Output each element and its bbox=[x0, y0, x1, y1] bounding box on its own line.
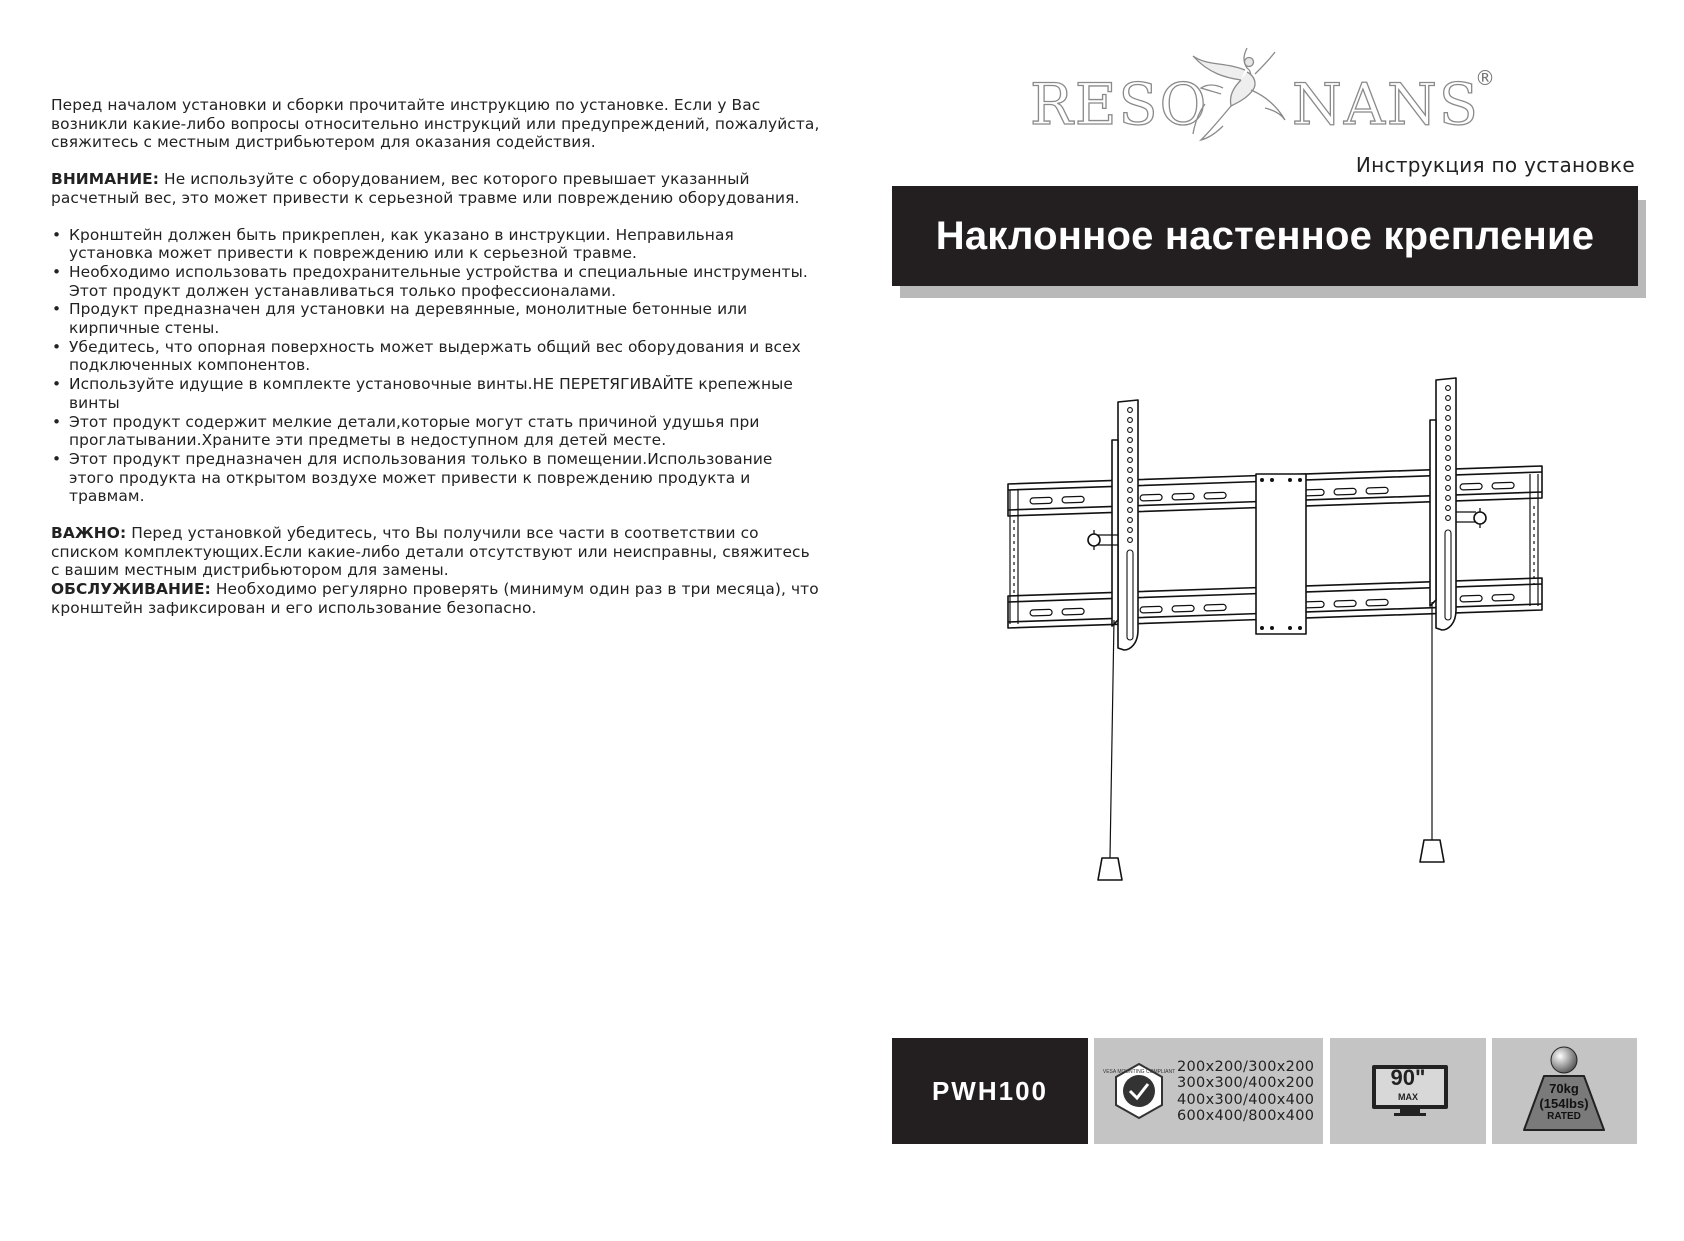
list-item: • Необходимо использовать предохранительные устройства и специальные инструменты. Этот продукт должен устанавливаться только профессионалами. bbox=[51, 263, 821, 300]
safety-list bbox=[51, 226, 821, 507]
important-paragraph bbox=[51, 524, 821, 580]
wall-mount-diagram bbox=[990, 370, 1570, 900]
max-screen-label: MAX bbox=[1398, 1092, 1418, 1102]
list-item: • Этот продукт содержит мелкие детали,которые могут стать причиной удушья при проглатывании.Храните эти предметы в недоступном для детей месте. bbox=[51, 413, 821, 450]
vesa-size-row: 300x300/400x200 bbox=[1177, 1075, 1315, 1092]
dancer-logo-icon bbox=[1185, 44, 1295, 156]
max-screen-box bbox=[1330, 1038, 1486, 1144]
list-item: • Убедитесь, что опорная поверхность может выдержать общий вес оборудования и всех подключенных компонентов. bbox=[51, 338, 821, 375]
warning-text: Не используйте с оборудованием, вес которого превышает указанный расчетный вес, это может привести к серьезной травме или повреждению оборудования. bbox=[51, 170, 800, 207]
vesa-compliant-icon bbox=[1102, 1062, 1176, 1120]
weight-label: RATED bbox=[1547, 1111, 1581, 1122]
vesa-size-row: 600x400/800x400 bbox=[1177, 1108, 1315, 1125]
service-label: ОБСЛУЖИВАНИЕ: bbox=[51, 580, 211, 599]
instructions-text bbox=[51, 96, 821, 618]
service-text: Необходимо регулярно проверять (минимум один раз в три месяца), что кронштейн зафиксирован и его использование безопасно. bbox=[51, 580, 819, 617]
warning-paragraph bbox=[51, 170, 821, 207]
vesa-size-row: 400x300/400x400 bbox=[1177, 1091, 1315, 1108]
registered-mark: ® bbox=[1475, 66, 1495, 90]
vesa-badge-text: VESA MOUNTING COMPLIANT bbox=[1102, 1069, 1176, 1075]
important-text: Перед установкой убедитесь, что Вы получили все части в соответствии со списком комплектующих.Если какие-либо детали отсутствуют или неисправны, свяжитесь с вашим местным дистрибьютором для замены. bbox=[51, 524, 810, 580]
list-item: • Этот продукт предназначен для использования только в помещении.Использование этого продукта на открытом воздухе может привести к повреждению продукта и травмам. bbox=[51, 450, 821, 506]
max-screen-size: 90" bbox=[1390, 1065, 1426, 1090]
page-subtitle: Инструкция по установке bbox=[1355, 153, 1635, 177]
brand-text-left: RESO bbox=[1030, 72, 1209, 138]
brand-text-right: NANS bbox=[1292, 72, 1480, 138]
warning-label: ВНИМАНИЕ: bbox=[51, 170, 160, 189]
weight-rating-box bbox=[1492, 1038, 1637, 1144]
weight-rating bbox=[1518, 1082, 1610, 1123]
vesa-sizes bbox=[1177, 1059, 1314, 1125]
important-label: ВАЖНО: bbox=[51, 524, 127, 543]
list-item: • Продукт предназначен для установки на деревянные, монолитные бетонные или кирпичные стены. bbox=[51, 300, 821, 337]
list-item: • Используйте идущие в комплекте установочные винты.НЕ ПЕРЕТЯГИВАЙТЕ крепежные винты bbox=[51, 375, 821, 412]
list-item: • Кронштейн должен быть прикреплен, как указано в инструкции. Неправильная установка может привести к повреждению или к серьезной травме. bbox=[51, 226, 821, 263]
brand-logo bbox=[1030, 44, 1500, 156]
service-paragraph bbox=[51, 580, 821, 617]
model-number: PWH100 bbox=[892, 1038, 1088, 1144]
page-title: Наклонное настенное крепление bbox=[892, 186, 1638, 286]
intro-paragraph: Перед началом установки и сборки прочитайте инструкцию по установке. Если у Вас возникли какие-либо вопросы относительно инструкций или предупреждений, пожалуйста, свяжитесь с местным дистрибьютером для оказания содействия. bbox=[51, 96, 820, 152]
vesa-size-row: 200x200/300x200 bbox=[1177, 1059, 1315, 1075]
weight-kg: 70kg bbox=[1549, 1081, 1579, 1096]
vesa-spec-box bbox=[1094, 1038, 1323, 1144]
weight-lbs: (154lbs) bbox=[1539, 1096, 1589, 1111]
